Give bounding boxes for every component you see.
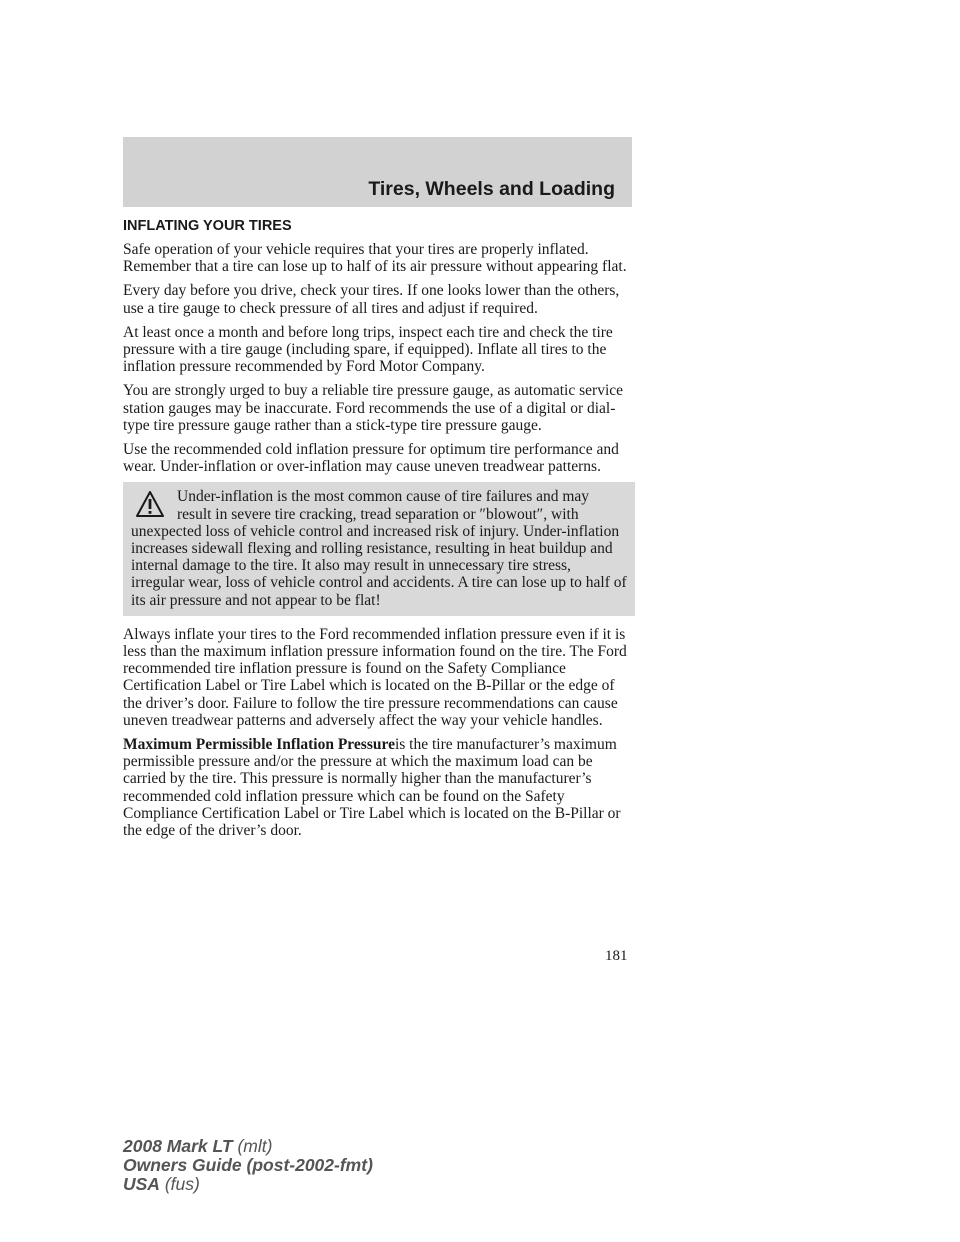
warning-text: Under-inflation is the most common cause of tire failures and may result in severe tire cracking, tread separation or ″blowout″, with unexpected loss of vehicle control and increased risk of injury. Under-inflation increases sidewall flexing and rolling resistance, resulting in heat buildup and internal damage to the tire. It also may result in unnecessary tire stress, irregular wear, loss of vehicle control and accidents. A tire can lose up to half of its air pressure and not appear to be flat! [131, 488, 627, 609]
section-heading: INFLATING YOUR TIRES [123, 218, 292, 234]
paragraph: Safe operation of your vehicle requires that your tires are properly inflated. Remember that a tire can lose up to half of its air pressure without appearing flat. [123, 241, 627, 276]
footer-line-guide [123, 1156, 373, 1175]
section-header-band [123, 137, 632, 207]
paragraph: Use the recommended cold inflation pressure for optimum tire performance and wear. Under-inflation or over-inflation may cause uneven treadwear patterns. [123, 441, 619, 476]
definition-term: Maximum Permissible Inflation Pressure [123, 736, 395, 754]
definition-text: is the tire manufacturer’s maximum permissible pressure and/or the pressure at which the maximum load can be carried by the tire. This pressure is normally higher than the manufacturer’s recommended cold inflation pressure which can be found on the Safety Compliance Certification Label or Tire Label which is located on the B-Pillar or the edge of the driver’s door. [123, 736, 621, 840]
footer-line-model [123, 1137, 373, 1156]
footer-guide: Owners Guide (post-2002-fmt) [123, 1155, 373, 1175]
warning-triangle-icon [135, 490, 165, 518]
document-footer [123, 1137, 373, 1194]
footer-line-market [123, 1175, 373, 1194]
paragraph: Always inflate your tires to the Ford recommended inflation pressure even if it is less than the maximum inflation pressure information found on the tire. The Ford recommended tire inflation pressure is found on the Safety Compliance Certification Label or Tire Label which is located on the B-Pillar or the edge of the driver’s door. Failure to follow the tire pressure recommendations can cause uneven treadwear patterns and adversely affect the way your vehicle handles. [123, 625, 627, 729]
page-number: 181 [605, 948, 628, 964]
footer-model-code: (mlt) [232, 1136, 273, 1156]
definition-paragraph [123, 736, 635, 839]
paragraph: At least once a month and before long trips, inspect each tire and check the tire pressure with a tire gauge (including spare, if equipped). Inflate all tires to the inflation pressure recommended by Ford Motor Company. [123, 323, 613, 376]
footer-market-code: (fus) [159, 1174, 200, 1194]
paragraph: Every day before you drive, check your tires. If one looks lower than the others, use a tire gauge to check pressure of all tires and adjust if required. [123, 282, 620, 317]
page-content [123, 217, 635, 846]
footer-market: USA [123, 1174, 160, 1194]
footer-model: 2008 Mark LT [123, 1136, 233, 1156]
warning-box [123, 482, 635, 615]
section-header-title: Tires, Wheels and Loading [368, 178, 615, 200]
paragraph: You are strongly urged to buy a reliable tire pressure gauge, as automatic service station gauges may be inaccurate. Ford recommends the use of a digital or dial-type tire pressure gauge rather than a stick-type tire pressure gauge. [123, 382, 624, 434]
